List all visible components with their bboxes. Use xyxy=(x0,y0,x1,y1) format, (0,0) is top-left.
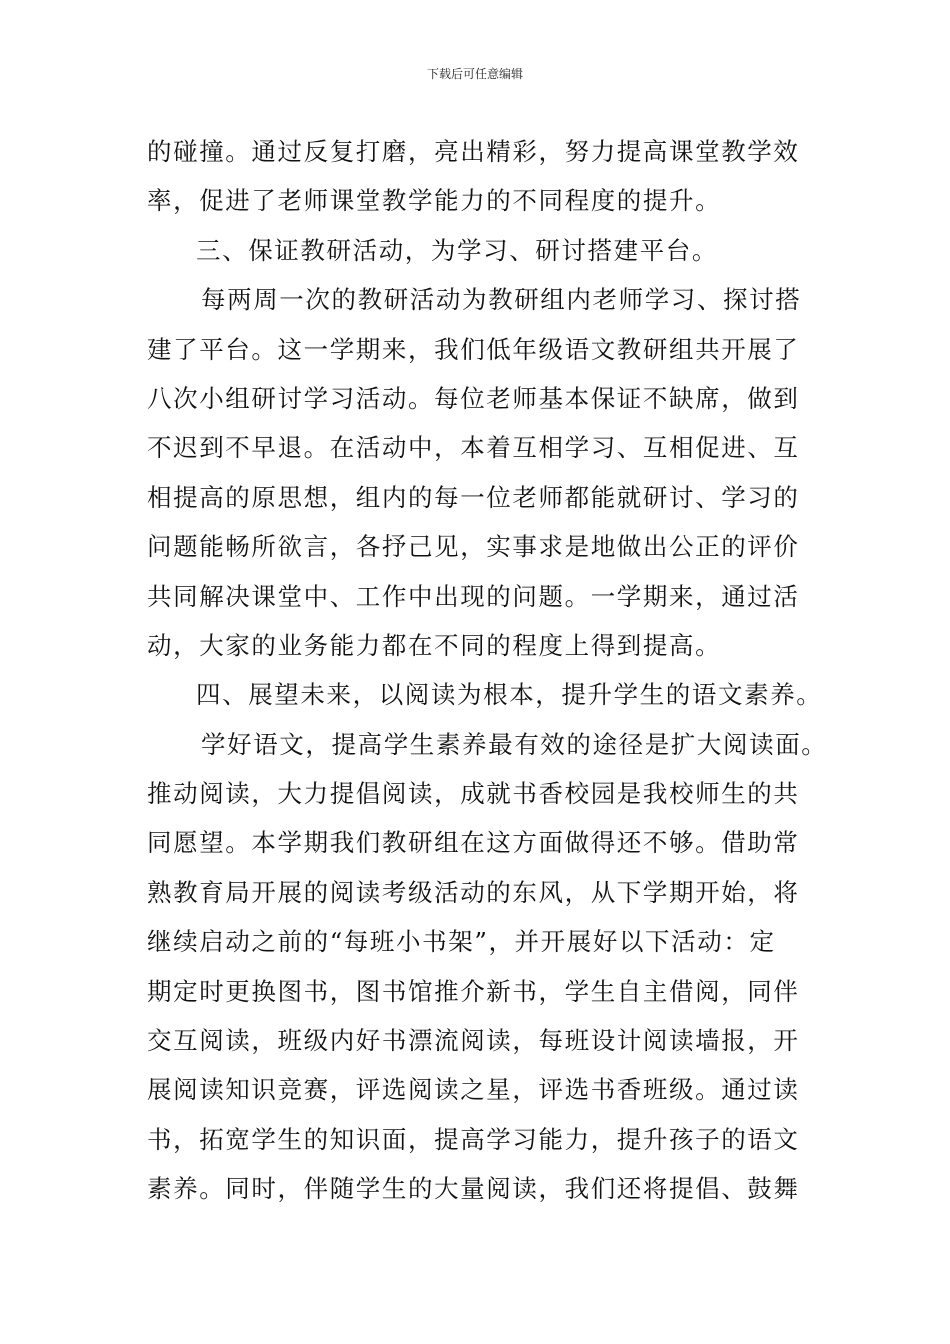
body-line: 推动阅读，大力提倡阅读，成就书香校园是我校师生的共 xyxy=(147,779,800,809)
body-line: 率，促进了老师课堂教学能力的不同程度的提升。 xyxy=(147,186,722,216)
body-line: 的碰撞。通过反复打磨，亮出精彩，努力提高课堂教学效 xyxy=(147,137,800,166)
body-line: 每两周一次的教研活动为教研组内老师学习、探讨搭 xyxy=(201,285,802,315)
document-body xyxy=(147,127,828,1214)
section-heading-3: 三、保证教研活动，为学习、研讨搭建平台。 xyxy=(196,235,718,265)
body-line: 不迟到不早退。在活动中，本着互相学习、互相促进、互 xyxy=(147,433,800,463)
body-line: 继续启动之前的“每班小书架”，并开展好以下活动：定 xyxy=(147,927,776,957)
body-line: 期定时更换图书，图书馆推介新书，学生自主借阅，同伴 xyxy=(147,976,800,1006)
body-line: 动，大家的业务能力都在不同的程度上得到提高。 xyxy=(147,630,722,660)
page-header: 下载后可任意编辑 xyxy=(426,67,523,81)
body-line: 共同解决课堂中、工作中出现的问题。一学期来，通过活 xyxy=(147,581,800,611)
body-line: 八次小组研讨学习活动。每位老师基本保证不缺席，做到 xyxy=(147,383,800,413)
body-line: 问题能畅所欲言，各抒己见，实事求是地做出公正的评价 xyxy=(147,532,800,562)
body-line: 学好语文，提高学生素养最有效的途径是扩大阅读面。 xyxy=(201,729,828,759)
body-line: 相提高的原思想，组内的每一位老师都能就研讨、学习的 xyxy=(147,482,800,512)
section-heading-4: 四、展望未来，以阅读为根本，提升学生的语文素养。 xyxy=(196,680,823,710)
body-line: 交互阅读，班级内好书漂流阅读，每班设计阅读墙报，开 xyxy=(147,1026,800,1056)
body-line: 素养。同时，伴随学生的大量阅读，我们还将提倡、鼓舞 xyxy=(147,1174,800,1204)
body-line: 熟教育局开展的阅读考级活动的东风，从下学期开始，将 xyxy=(147,877,800,907)
body-line: 展阅读知识竞赛，评选阅读之星，评选书香班级。通过读 xyxy=(147,1075,800,1105)
body-line: 同愿望。本学期我们教研组在这方面做得还不够。借助常 xyxy=(147,828,800,858)
body-line: 建了平台。这一学期来，我们低年级语文教研组共开展了 xyxy=(147,334,800,364)
body-line: 书，拓宽学生的知识面，提高学习能力，提升孩子的语文 xyxy=(147,1124,800,1154)
